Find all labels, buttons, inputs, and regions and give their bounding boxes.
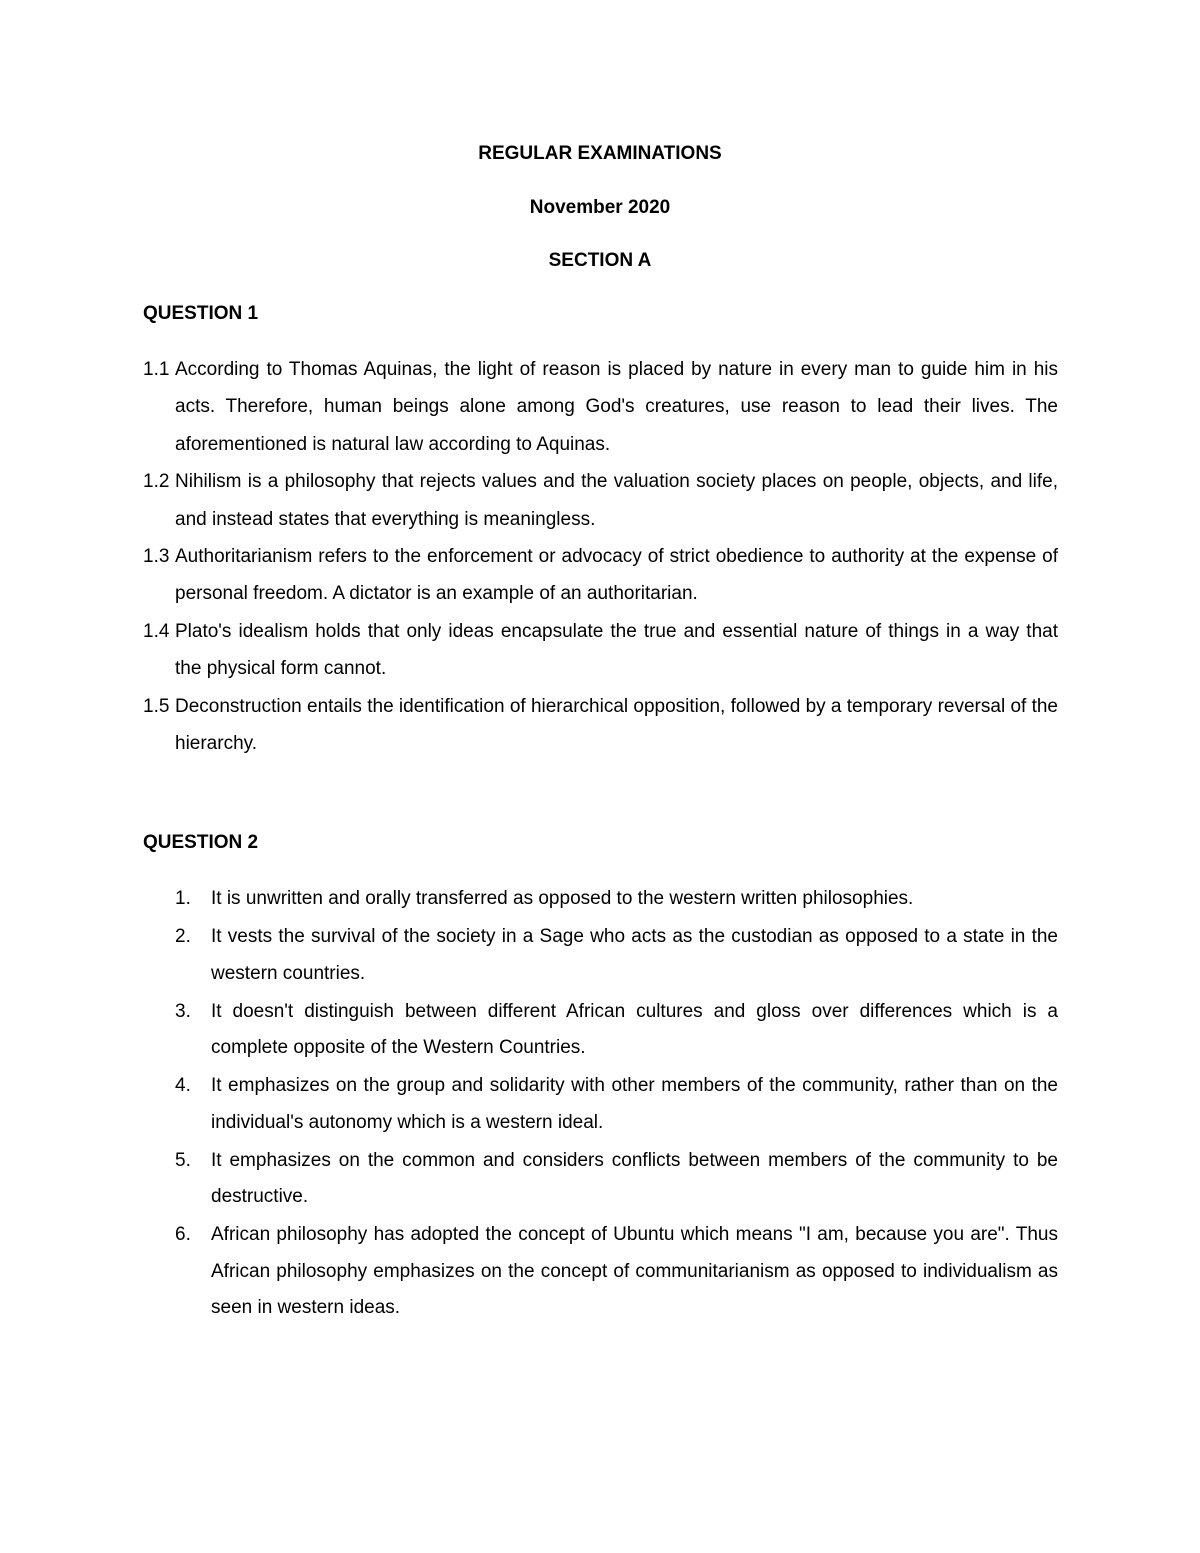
exam-title: REGULAR EXAMINATIONS (478, 143, 722, 164)
section-title: SECTION A (548, 250, 652, 271)
item-text: It vests the survival of the society in a Sage who acts as the custodian as opposed to a state in the western countries. (211, 926, 1058, 984)
question-1-heading: QUESTION 1 (143, 303, 259, 324)
question-1-answers (143, 351, 1058, 762)
item-text: It doesn't distinguish between different African cultures and gloss over differences which is a complete opposite of the Western Countries. (211, 1000, 1058, 1058)
list-item (175, 1143, 1058, 1216)
item-number: 1. (175, 888, 191, 909)
item-text: According to Thomas Aquinas, the light of reason is placed by nature in every man to guide him in his acts. Therefore, human beings alone among God's creatures, use reason to lead their lives. The aforementioned is natural law according to Aquinas. (175, 359, 1058, 455)
list-item (143, 613, 1058, 688)
item-text: It emphasizes on the common and considers conflicts between members of the community to be destructive. (211, 1149, 1058, 1207)
exam-date: November 2020 (529, 197, 671, 218)
list-item (175, 881, 1058, 918)
question-2-heading: QUESTION 2 (143, 832, 259, 853)
item-text: Deconstruction entails the identification of hierarchical opposition, followed by a temporary reversal of the hierarchy. (175, 695, 1058, 755)
list-item (143, 351, 1058, 463)
item-text: Authoritarianism refers to the enforcement or advocacy of strict obedience to authority at the expense of personal freedom. A dictator is an example of an authoritarian. (175, 546, 1058, 605)
list-item (143, 688, 1058, 763)
item-number: 2. (175, 926, 191, 947)
item-number: 6. (175, 1224, 191, 1245)
item-number: 1.2 (143, 471, 170, 493)
list-item (143, 538, 1058, 613)
item-text: It is unwritten and orally transferred as opposed to the western written philosophies. (211, 888, 914, 909)
item-text: Nihilism is a philosophy that rejects values and the valuation society places on people, objects, and life, and instead states that everything is meaningless. (175, 471, 1058, 530)
list-item (143, 463, 1058, 538)
item-text: It emphasizes on the group and solidarity with other members of the community, rather than on the individual's autonomy which is a western ideal. (211, 1075, 1058, 1133)
item-number: 1.4 (143, 620, 170, 642)
item-number: 3. (175, 1000, 191, 1022)
list-item (175, 1068, 1058, 1141)
item-number: 1.1 (143, 359, 170, 380)
item-number: 1.5 (143, 695, 170, 717)
item-number: 5. (175, 1149, 191, 1171)
item-number: 1.3 (143, 546, 170, 568)
list-item (175, 994, 1058, 1067)
item-text: African philosophy has adopted the concept of Ubuntu which means "I am, because you are". Thus African philosophy emphasizes on the concept of communitarianism as opposed to individualism as seen in western ideas. (211, 1224, 1058, 1318)
list-item (175, 1217, 1058, 1327)
list-item (175, 919, 1058, 992)
question-2-answers (175, 881, 1058, 1328)
item-text: Plato's idealism holds that only ideas encapsulate the true and essential nature of things in a way that the physical form cannot. (175, 620, 1058, 680)
item-number: 4. (175, 1075, 191, 1096)
